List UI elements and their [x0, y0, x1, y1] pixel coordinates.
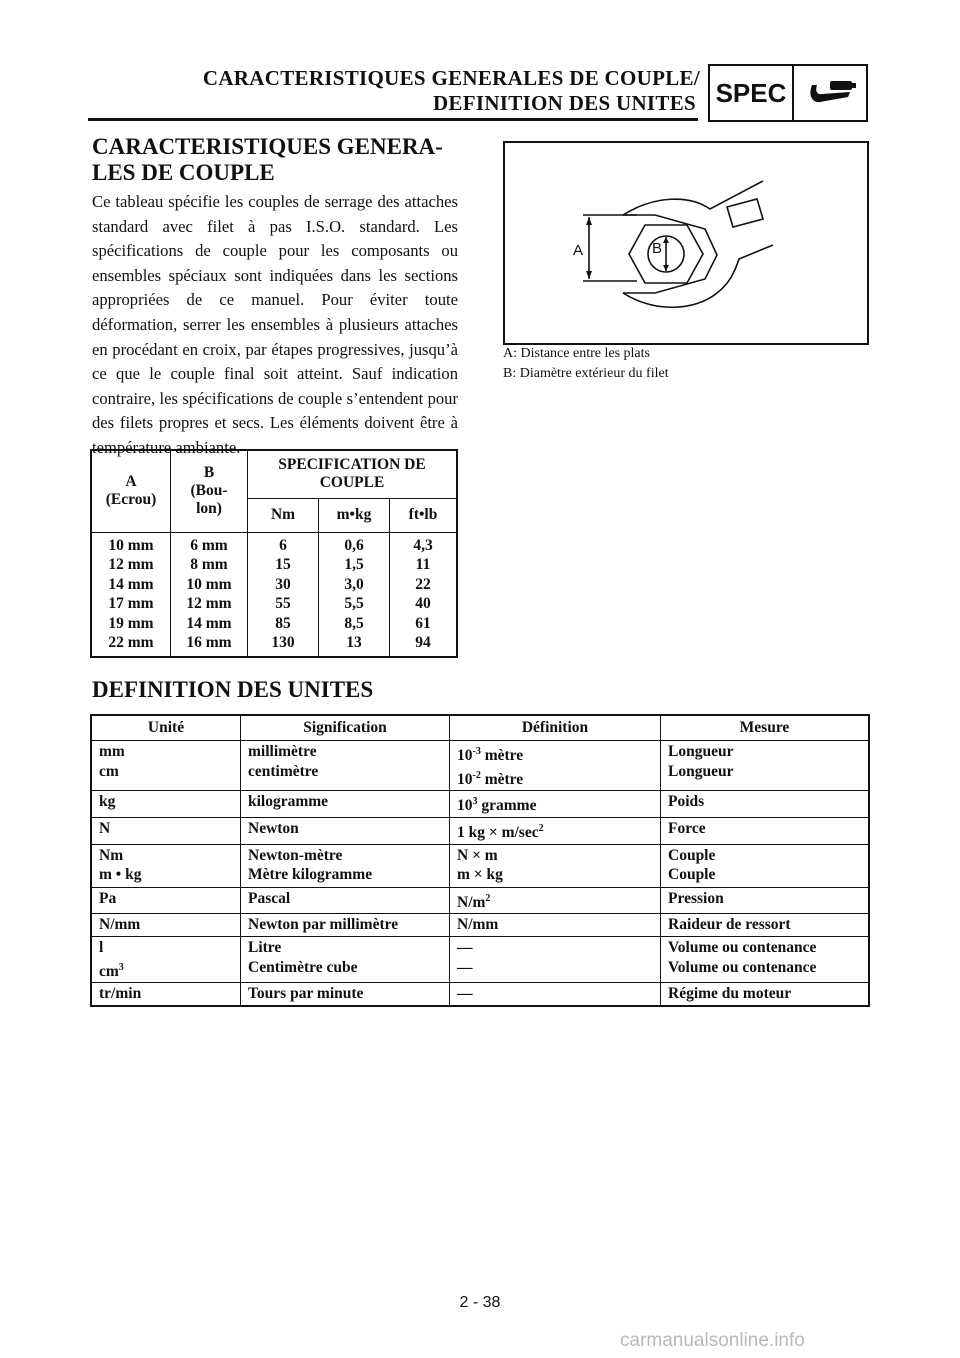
torque-value: 12 mm — [186, 595, 232, 613]
cell-line: Longueur — [668, 762, 734, 780]
units-cell-d — [450, 741, 661, 791]
units-section-title: DEFINITION DES UNITES — [92, 677, 374, 702]
units-cell-s — [241, 844, 450, 887]
cell-line: m • kg — [99, 866, 142, 884]
cell-text: — — [457, 985, 473, 1003]
units-cell-d — [450, 817, 661, 844]
torque-value: 19 mm — [108, 614, 154, 632]
cell-text: — — [457, 939, 473, 957]
cell-line: Newton par millimètre — [248, 916, 399, 934]
units-cell-m — [661, 937, 870, 983]
torque-value: 22 mm — [108, 634, 154, 652]
superscript: 2 — [538, 822, 544, 834]
torque-value: 11 — [415, 556, 431, 574]
torque-value: 94 — [415, 634, 431, 652]
units-cell-u — [91, 817, 241, 844]
units-table-body — [91, 741, 869, 1007]
torque-value: 10 mm — [108, 536, 154, 554]
cell-line: centimètre — [248, 762, 319, 780]
cell-text: cm — [99, 962, 119, 980]
cell-line: Tours par minute — [248, 985, 364, 1003]
units-header-unite: Unité — [91, 715, 241, 741]
cell-line: Newton-mètre — [248, 846, 343, 864]
torque-value: 6 — [279, 536, 287, 554]
torque-value: 10 mm — [186, 575, 232, 593]
spec-badge — [708, 64, 868, 122]
figure-caption-b: B: Diamètre extérieur du filet — [503, 366, 669, 381]
superscript: 2 — [485, 892, 491, 904]
units-cell-m — [661, 817, 870, 844]
cell-line — [457, 792, 653, 816]
cell-line — [457, 742, 653, 766]
cell-line: Couple — [668, 846, 716, 864]
cell-line: Longueur — [668, 743, 734, 760]
cell-line: Newton — [248, 819, 299, 837]
header-title-line1: CARACTERISTIQUES GENERALES DE COUPLE/ — [202, 66, 700, 90]
units-cell-d — [450, 844, 661, 887]
superscript: -3 — [472, 746, 481, 757]
units-header-signification: Signification — [241, 715, 450, 741]
torque-value: 30 — [275, 575, 291, 593]
cell-text: mètre — [480, 770, 524, 788]
torque-value: 12 mm — [108, 556, 154, 574]
units-cell-d — [450, 914, 661, 937]
cell-text: l — [99, 939, 104, 957]
cell-line: Raideur de ressort — [668, 916, 791, 934]
torque-value: 16 mm — [186, 634, 232, 652]
torque-b-values — [171, 532, 248, 657]
units-cell-m — [661, 914, 870, 937]
cell-line: Mètre kilogramme — [248, 866, 373, 884]
torque-wrench-icon — [794, 66, 866, 120]
cell-line: Poids — [668, 793, 705, 811]
cell-line: Centimètre cube — [248, 958, 358, 976]
torque-spec-table — [90, 449, 458, 658]
cell-line: Couple — [668, 866, 716, 884]
torque-value: 14 mm — [108, 575, 154, 593]
torque-col-spec-header: SPECIFICATION DE COUPLE — [248, 450, 458, 498]
superscript: 3 — [472, 796, 478, 808]
units-table — [90, 714, 870, 1007]
torque-value: 130 — [271, 634, 295, 652]
torque-value: 17 mm — [108, 595, 154, 613]
units-cell-d — [450, 937, 661, 983]
cell-text: N/m — [457, 893, 486, 911]
units-cell-d — [450, 887, 661, 914]
wrench-diagram — [503, 141, 869, 345]
cell-line — [457, 865, 653, 885]
cell-line — [457, 958, 653, 978]
torque-nm-values — [248, 532, 319, 657]
cell-line: Volume ou contenance — [668, 958, 817, 976]
torque-value: 0,6 — [344, 536, 364, 554]
torque-value: 1,5 — [344, 556, 364, 574]
units-cell-m — [661, 741, 870, 791]
cell-text: 10 — [457, 797, 473, 815]
table-row — [91, 914, 869, 937]
torque-value: 5,5 — [344, 595, 364, 613]
torque-value: 15 — [275, 556, 291, 574]
torque-sub-mkg: m•kg — [319, 498, 390, 532]
units-cell-d — [450, 791, 661, 818]
torque-ftlb-values — [390, 532, 458, 657]
intro-paragraph: Ce tableau spécifie les couples de serrage des attaches standard avec filet à pas I.S.O. standard. Les spécifications de couple pour les composants ou ensembles spéciaux sont indiquées dans les sections appropriées de ce manuel. Pour éviter toute déformation, serrer les ensembles à plusieurs attaches en procédant en croix, par étapes progressives, jusqu’à ce que le couple final soit atteint. Sauf indication contraire, les spécifications de couple s’entendent pour des filets propres et secs. Les éléments doivent être à température ambiante. — [92, 192, 458, 457]
dimension-a-label: A — [573, 242, 584, 259]
cell-line: millimètre — [248, 743, 317, 760]
table-row — [91, 791, 869, 818]
cell-text: 1 kg × m/sec — [457, 824, 539, 842]
units-cell-u — [91, 791, 241, 818]
cell-line: kilogramme — [248, 793, 329, 811]
cell-text: mètre — [480, 747, 524, 765]
units-cell-d — [450, 983, 661, 1007]
units-cell-s — [241, 741, 450, 791]
torque-value: 3,0 — [344, 575, 364, 593]
torque-value: 4,3 — [413, 536, 433, 554]
units-cell-s — [241, 887, 450, 914]
cell-line: Volume ou contenance — [668, 939, 817, 957]
cell-line — [457, 766, 653, 790]
units-cell-m — [661, 983, 870, 1007]
cell-line: Nm — [99, 846, 124, 864]
table-row — [91, 741, 869, 791]
table-row — [91, 937, 869, 983]
cell-line — [457, 938, 653, 958]
watermark: carmanualsonline.info — [620, 1330, 805, 1351]
cell-line: N — [99, 819, 111, 837]
cell-line: Litre — [248, 939, 282, 957]
dimension-b-label: B — [652, 240, 663, 257]
torque-value: 8 mm — [190, 556, 228, 574]
torque-col-a-header: A (Ecrou) — [91, 450, 171, 532]
torque-col-b-header: B (Bou- lon) — [171, 450, 248, 532]
cell-line: Force — [668, 819, 706, 837]
units-cell-s — [241, 983, 450, 1007]
torque-value: 40 — [415, 595, 431, 613]
cell-line: Pa — [99, 889, 117, 907]
cell-line: tr/min — [99, 985, 142, 1003]
page-number: 2 - 38 — [459, 1294, 501, 1311]
units-header-definition: Définition — [450, 715, 661, 741]
table-row — [91, 887, 869, 914]
superscript: -2 — [472, 769, 481, 781]
units-cell-s — [241, 817, 450, 844]
units-cell-u — [91, 844, 241, 887]
cell-text: — — [457, 958, 473, 976]
cell-line: Pascal — [248, 889, 291, 907]
cell-line: N/mm — [99, 916, 141, 934]
torque-value: 22 — [415, 575, 431, 593]
units-cell-s — [241, 937, 450, 983]
units-cell-m — [661, 844, 870, 887]
cell-text: N/mm — [457, 916, 499, 934]
units-cell-s — [241, 791, 450, 818]
units-cell-u — [91, 937, 241, 983]
cell-line: Pression — [668, 889, 724, 907]
cell-text: 10 — [457, 747, 473, 765]
cell-text: 10 — [457, 770, 473, 788]
units-cell-u — [91, 741, 241, 791]
cell-line — [457, 984, 653, 1004]
superscript: 3 — [118, 961, 124, 973]
cell-text: gramme — [477, 797, 537, 815]
torque-sub-ftlb: ft•lb — [390, 498, 458, 532]
units-header-mesure: Mesure — [661, 715, 870, 741]
torque-value: 55 — [275, 595, 291, 613]
cell-text: m × kg — [457, 866, 503, 884]
cell-line: cm — [99, 762, 119, 780]
figure-caption-a: A: Distance entre les plats — [503, 346, 650, 361]
header-title-line2: DEFINITION DES UNITES — [432, 91, 696, 115]
units-cell-u — [91, 887, 241, 914]
torque-value: 61 — [415, 614, 431, 632]
units-cell-m — [661, 887, 870, 914]
cell-line — [99, 938, 233, 958]
cell-line — [457, 819, 653, 843]
cell-line: kg — [99, 793, 116, 811]
cell-text: N × m — [457, 846, 498, 864]
section-title-line2: LES DE COUPLE — [92, 160, 275, 185]
torque-mkg-values — [319, 532, 390, 657]
cell-line — [99, 958, 233, 982]
wrench-diagram-drawing — [505, 143, 867, 343]
header-rule — [88, 118, 698, 121]
torque-value: 8,5 — [344, 614, 364, 632]
torque-value: 14 mm — [186, 614, 232, 632]
cell-line — [457, 846, 653, 866]
torque-sub-nm: Nm — [248, 498, 319, 532]
torque-value: 13 — [346, 634, 362, 652]
cell-line: Régime du moteur — [668, 985, 792, 1003]
units-cell-m — [661, 791, 870, 818]
torque-value: 6 mm — [190, 536, 228, 554]
cell-line — [457, 889, 653, 913]
table-row — [91, 844, 869, 887]
torque-value: 85 — [275, 614, 291, 632]
units-cell-s — [241, 914, 450, 937]
torque-a-values — [91, 532, 171, 657]
table-row — [91, 817, 869, 844]
section-title-line1: CARACTERISTIQUES GENERA- — [92, 134, 443, 159]
cell-line — [457, 915, 653, 935]
units-cell-u — [91, 914, 241, 937]
table-row — [91, 983, 869, 1007]
spec-badge-label: SPEC — [710, 66, 794, 120]
cell-line: mm — [99, 743, 125, 760]
units-cell-u — [91, 983, 241, 1007]
